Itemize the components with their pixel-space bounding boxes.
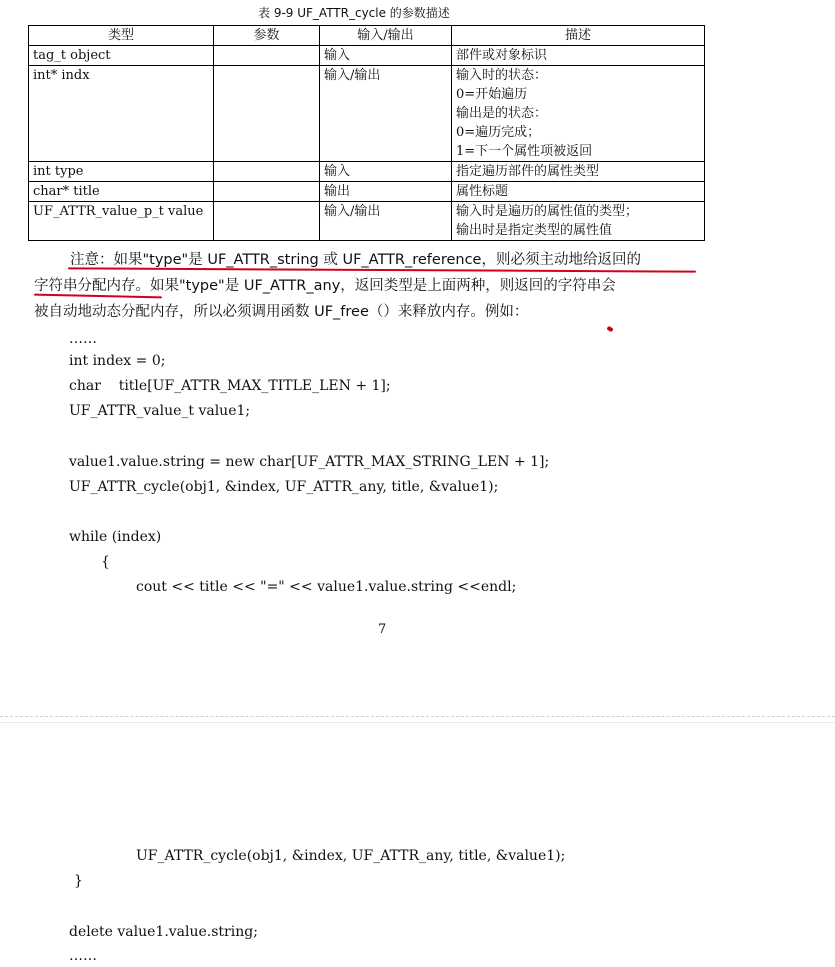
cell-param xyxy=(214,162,320,182)
code-line: cout << title << "=" << value1.value.string <<endl; xyxy=(136,579,517,595)
cell-desc xyxy=(452,66,705,162)
header-type: 类型 xyxy=(29,26,214,46)
cell-io: 输入/输出 xyxy=(320,202,452,241)
note-line-3: 被自动地动态分配内存，所以必须调用函数 UF_free（）来释放内存。例如： xyxy=(34,304,529,320)
cell-type: UF_ATTR_value_p_t value xyxy=(29,202,214,241)
cell-param xyxy=(214,66,320,162)
cell-type: char* title xyxy=(29,182,214,202)
page-divider xyxy=(0,722,835,723)
desc-line: 1=下一个属性项被返回 xyxy=(456,144,593,159)
desc-line: 指定遍历部件的属性类型 xyxy=(456,164,600,179)
red-mark xyxy=(606,326,613,332)
table-row xyxy=(29,202,705,241)
cell-type: int type xyxy=(29,162,214,182)
code-line: while (index) xyxy=(69,529,162,545)
cell-desc xyxy=(452,182,705,202)
code-line: UF_ATTR_cycle(obj1, &index, UF_ATTR_any, title, &value1); xyxy=(69,479,499,495)
desc-line: 属性标题 xyxy=(456,184,509,199)
note-line-1: 注意：如果"type"是 UF_ATTR_string 或 UF_ATTR_reference，则必须主动地给返回的 xyxy=(70,252,641,268)
table-header-row xyxy=(29,26,705,46)
cell-param xyxy=(214,182,320,202)
desc-line: 输入时是遍历的属性值的类型； xyxy=(456,204,639,219)
desc-line: 输出是的状态： xyxy=(456,106,548,121)
note-paragraph xyxy=(34,247,699,325)
cell-io: 输入/输出 xyxy=(320,66,452,162)
header-desc: 描述 xyxy=(452,26,705,46)
cell-io: 输入 xyxy=(320,162,452,182)
code-line: UF_ATTR_value_t value1; xyxy=(69,403,251,419)
code-line: …… xyxy=(69,948,97,964)
cell-type: tag_t object xyxy=(29,46,214,66)
table-row xyxy=(29,66,705,162)
page-divider xyxy=(0,716,835,717)
page-number: 7 xyxy=(378,622,387,637)
table-row xyxy=(29,162,705,182)
cell-desc xyxy=(452,46,705,66)
desc-line: 输出时是指定类型的属性值 xyxy=(456,223,613,238)
code-line: UF_ATTR_cycle(obj1, &index, UF_ATTR_any, title, &value1); xyxy=(136,848,566,864)
desc-line: 0=遍历完成； xyxy=(456,125,541,140)
cell-io: 输入 xyxy=(320,46,452,66)
code-line: { xyxy=(101,554,110,570)
code-line: char title[UF_ATTR_MAX_TITLE_LEN + 1]; xyxy=(69,378,391,394)
desc-line: 部件或对象标识 xyxy=(456,48,548,63)
code-line: } xyxy=(74,873,83,889)
table-row xyxy=(29,46,705,66)
cell-param xyxy=(214,46,320,66)
cell-desc xyxy=(452,162,705,182)
code-line: …… xyxy=(69,331,97,347)
note-line-2: 字符串分配内存。如果"type"是 UF_ATTR_any，返回类型是上面两种，则返回的字符串会 xyxy=(34,278,616,294)
code-line: value1.value.string = new char[UF_ATTR_MAX_STRING_LEN + 1]; xyxy=(69,454,550,470)
table-caption: 表 9-9 UF_ATTR_cycle 的参数描述 xyxy=(258,6,450,20)
desc-line: 输入时的状态： xyxy=(456,68,548,83)
cell-desc xyxy=(452,202,705,241)
code-line: int index = 0; xyxy=(69,353,166,369)
header-param: 参数 xyxy=(214,26,320,46)
cell-param xyxy=(214,202,320,241)
desc-line: 0=开始遍历 xyxy=(456,87,528,102)
parameter-table xyxy=(28,25,705,241)
cell-io: 输出 xyxy=(320,182,452,202)
table-row xyxy=(29,182,705,202)
header-io: 输入/输出 xyxy=(320,26,452,46)
code-line: delete value1.value.string; xyxy=(69,924,258,940)
cell-type: int* indx xyxy=(29,66,214,162)
